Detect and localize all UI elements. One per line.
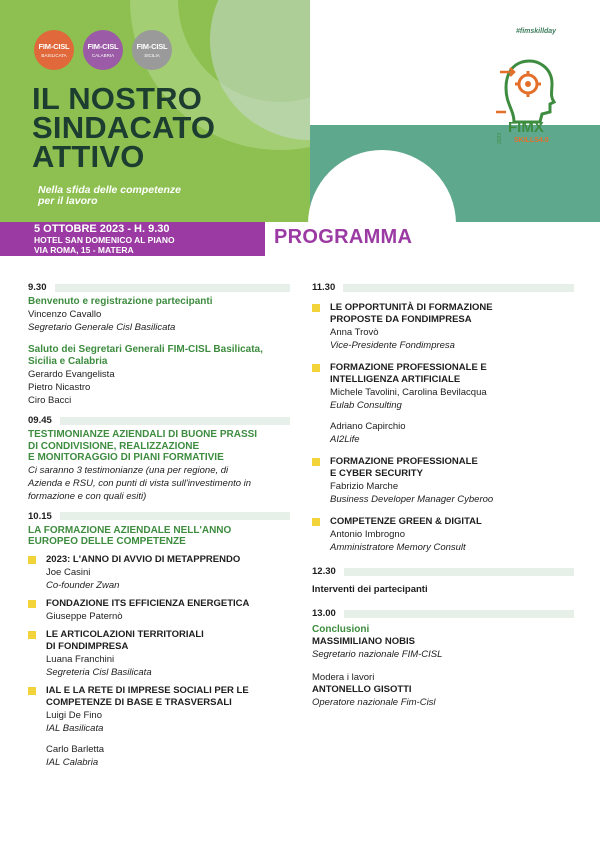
speaker-name: Gerardo Evangelista [28, 369, 115, 380]
event-address: VIA ROMA, 15 - MATERA [34, 245, 134, 255]
logos-row [34, 30, 172, 70]
event-date: 5 OTTOBRE 2023 - H. 9.30 [34, 223, 170, 235]
agenda-item: FORMAZIONE PROFESSIONALE E CYBER SECURITY Fabrizio Marche Business Developer Manager Cyberoo [312, 456, 574, 506]
divider [344, 610, 574, 618]
session-interventions: Interventi dei partecipanti [312, 584, 428, 595]
section-title: PROGRAMMA [274, 226, 413, 248]
event-info [34, 223, 175, 255]
fimx-skills-logo [492, 52, 570, 144]
time-slot: 09.45 [28, 415, 290, 426]
divider [55, 284, 291, 292]
divider [60, 512, 290, 520]
divider [343, 284, 574, 292]
time-slot: 13.00 [312, 608, 574, 619]
brand-tag: SKILLS4.0 [514, 137, 549, 144]
agenda-item: IAL E LA RETE DI IMPRESE SOCIALI PER LE COMPETENZE DI BASE E TRASVERSALI Luigi De Fino IAL Basilicata Carlo Barletta IAL Calabria [28, 685, 290, 769]
moderator-label: Modera i lavori [312, 672, 375, 683]
bullet-icon [28, 600, 36, 608]
agenda-item: FORMAZIONE PROFESSIONALE E INTELLIGENZA ARTIFICIALE Michele Tavolini, Carolina Bevilacqua Eulab Consulting Adriano Capirchio AI2Life [312, 362, 574, 446]
bullet-icon [312, 458, 320, 466]
bullet-icon [28, 556, 36, 564]
brand-year: 2023 [497, 132, 503, 144]
time-slot: 9.30 [28, 282, 290, 293]
time-slot: 12.30 [312, 566, 574, 577]
header [0, 0, 600, 262]
subtitle: Nella sfida delle competenze per il lavoro [38, 184, 181, 207]
divider [344, 568, 574, 576]
time-slot: 10.15 [28, 511, 290, 522]
speaker-role: Segretario nazionale FIM-CISL [312, 649, 443, 660]
page-title: IL NOSTRO SINDACATO ATTIVO [32, 81, 216, 174]
divider [60, 417, 290, 425]
session-greetings: Saluto dei Segretari Generali FIM-CISL Basilicata, Sicilia e Calabria [28, 344, 263, 367]
hashtag: #fimskillday [516, 28, 557, 35]
logo-fim-calabria: FIM-CISL CALABRIA [83, 30, 123, 70]
program-right [312, 282, 574, 709]
bullet-icon [312, 518, 320, 526]
speaker-name: Ciro Bacci [28, 395, 72, 406]
bullet-icon [28, 687, 36, 695]
session-description: Ci saranno 3 testimonianze (una per regione, di Azienda e RSU, con punti di vista sull'investimento in formazione e con quali esiti) [28, 464, 252, 502]
bullet-icon [312, 304, 320, 312]
agenda-item: 2023: L'ANNO DI AVVIO DI METAPPRENDO Joe Casini Co-founder Zwan [28, 554, 290, 592]
session-testimonials: TESTIMONIANZE AZIENDALI DI BUONE PRASSI DI CONDIVISIONE, REALIZZAZIONE E MONITORAGGIO DI PIANI FORMATIVIE [28, 429, 258, 463]
event-venue: HOTEL SAN DOMENICO AL PIANO [34, 235, 175, 245]
time-slot: 11.30 [312, 282, 574, 293]
agenda-item: LE ARTICOLAZIONI TERRITORIALI DI FONDIMPRESA Luana Franchini Segreteria Cisl Basilicata [28, 629, 290, 679]
session-training: LA FORMAZIONE AZIENDALE NELL'ANNO EUROPEO DELLE COMPETENZE [28, 524, 232, 547]
speaker-name: Pietro Nicastro [28, 382, 91, 393]
speaker-role: Segretario Generale Cisl Basilicata [28, 322, 176, 333]
logo-fim-basilicata: FIM-CISL BASILICATA [34, 30, 74, 70]
brand-name: FIMX [508, 119, 544, 136]
bullet-icon [312, 364, 320, 372]
program-left [28, 282, 290, 769]
speaker-name: Vincenzo Cavallo [28, 309, 102, 320]
session-welcome: Benvenuto e registrazione partecipanti [28, 296, 213, 307]
agenda-item: FONDAZIONE ITS EFFICIENZA ENERGETICA Giuseppe Paternò [28, 598, 290, 623]
speaker-role: Operatore nazionale Fim-Cisl [312, 697, 436, 708]
bullet-icon [28, 631, 36, 639]
agenda-item: LE OPPORTUNITÀ DI FORMAZIONE PROPOSTE DA FONDIMPRESA Anna Trovò Vice-Presidente Fondimpresa [312, 302, 574, 352]
speaker-name: ANTONELLO GISOTTI [312, 684, 412, 695]
speaker-name: MASSIMILIANO NOBIS [312, 636, 415, 647]
session-conclusions: Conclusioni [312, 624, 370, 635]
agenda-item: COMPETENZE GREEN & DIGITAL Antonio Imbrogno Amministratore Memory Consult [312, 516, 574, 554]
logo-fim-sicilia: FIM-CISL SICILIA [132, 30, 172, 70]
